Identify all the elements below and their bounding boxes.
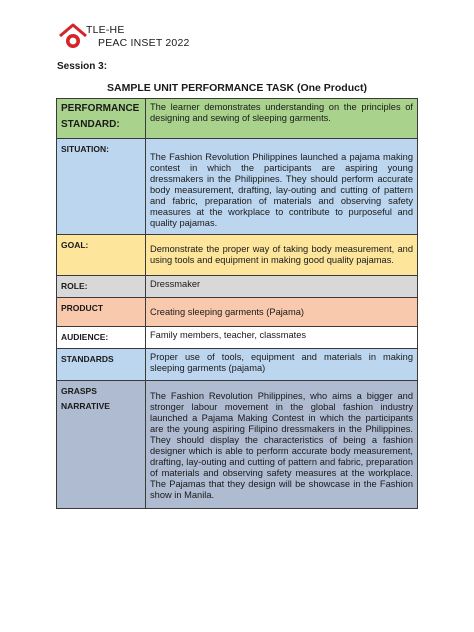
role-text: Dressmaker <box>146 276 418 298</box>
session-label: Session 3: <box>57 61 108 72</box>
performance-standard-label: PERFORMANCE STANDARD: <box>57 99 146 139</box>
performance-task-table <box>56 98 418 509</box>
standards-text: Proper use of tools, equipment and materials in making sleeping garments (pajama) <box>146 349 418 381</box>
row-product <box>57 298 418 327</box>
grasps-narrative-label: GRASPS NARRATIVE <box>57 381 146 509</box>
goal-text: Demonstrate the proper way of taking body measurement, and using tools and equipment in making good quality pajamas. <box>146 235 418 276</box>
event-name: PEAC INSET 2022 <box>98 37 190 49</box>
grasps-narrative-text: The Fashion Revolution Philippines, who aims a bigger and stronger labour movement in the global fashion industry launched a Pajama Making Contest in which the participants are the young aspiring Filipino dressmakers in the Philippines. They should display the characteristics of being a fashion designer which is able to perform accurate body measurement, drafting, lay-outing and cutting of pattern and fabric, preparation of materials and observing safety measures at the workplace. The Pajamas that they design will be showcase in the Fashion show in Manila. <box>146 381 418 509</box>
product-text: Creating sleeping garments (Pajama) <box>146 298 418 327</box>
row-performance-standard <box>57 99 418 139</box>
row-audience <box>57 327 418 349</box>
product-label: PRODUCT <box>57 298 146 327</box>
row-role <box>57 276 418 298</box>
goal-label: GOAL: <box>57 235 146 276</box>
row-standards <box>57 349 418 381</box>
situation-text: The Fashion Revolution Philippines launched a pajama making contest in which the participants are aspiring young dressmakers in the Philippines. They should perform accurate body measurement, drafting, lay-outing and cutting of pattern and fabric, preparation of materials and observing safety measures at the workplace to contribute to purposeful and quality pajamas. <box>146 139 418 235</box>
audience-text: Family members, teacher, classmates <box>146 327 418 349</box>
role-label: ROLE: <box>57 276 146 298</box>
situation-label: SITUATION: <box>57 139 146 235</box>
row-situation <box>57 139 418 235</box>
performance-standard-text: The learner demonstrates understanding on the principles of designing and sewing of sleeping garments. <box>146 99 418 139</box>
audience-label: AUDIENCE: <box>57 327 146 349</box>
org-name: TLE-HE <box>86 24 125 36</box>
standards-label: STANDARDS <box>57 349 146 381</box>
house-logo-icon <box>58 22 88 50</box>
row-goal <box>57 235 418 276</box>
document-title: SAMPLE UNIT PERFORMANCE TASK (One Product) <box>107 82 367 94</box>
row-grasps-narrative <box>57 381 418 509</box>
